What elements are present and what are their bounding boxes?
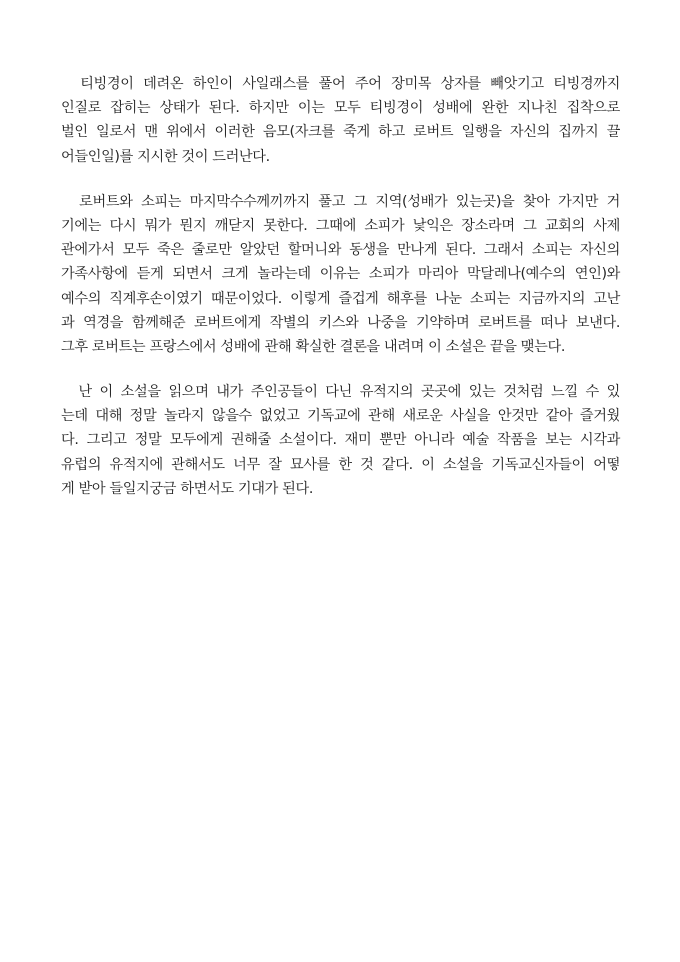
text-line: 관에가서 모두 죽은 줄로만 알았던 할머니와 동생을 만나게 된다. 그래서 소피는 자신의 [61, 242, 620, 259]
text-line: 티빙경이 데려온 하인이 사일래스를 풀어 주어 장미목 상자를 빼앗기고 티빙경까지 [61, 76, 620, 92]
paragraph-2 [61, 190, 620, 359]
text-line: 기에는 다시 뭐가 뭔지 깨닫지 못한다. 그때에 소피가 낯익은 장소라며 그 교회의 사제 [61, 217, 620, 234]
paragraph-1 [61, 72, 620, 169]
paragraph-3 [61, 380, 620, 501]
text-line: 로버트와 소피는 마지막수수께끼까지 풀고 그 지역(성배가 있는곳)을 찾아 가지만 거 [61, 193, 620, 210]
text-line: 인질로 잡히는 상태가 된다. 하지만 이는 모두 티빙경이 성배에 완한 지나친 집착으로 [61, 100, 620, 117]
text-line: 게 받아 들일지궁금 하면서도 기대가 된다. [61, 480, 313, 497]
text-line: 유럽의 유적지에 관해서도 너무 잘 묘사를 한 것 같다. 이 소설을 기독교신자들이 어떻 [61, 456, 620, 473]
text-line: 예수의 직계후손이였기 때문이었다. 이렇게 즐겁게 해후를 나눈 소피는 지금까지의 고난 [61, 290, 620, 307]
text-line: 는데 대해 정말 놀라지 않을수 없었고 기독교에 관해 새로운 사실을 안것만 같아 즐거웠 [61, 408, 620, 425]
text-line: 다. 그리고 정말 모두에게 권해줄 소설이다. 재미 뿐만 아니라 예술 작품을 보는 시각과 [61, 432, 620, 449]
text-line: 그후 로버트는 프랑스에서 성배에 관해 확실한 결론을 내려며 이 소설은 끝을 맺는다. [61, 338, 565, 355]
text-line: 가족사항에 듣게 되면서 크게 놀라는데 이유는 소피가 마리아 막달레나(예수의 연인)와 [61, 266, 620, 283]
text-line: 어들인일)를 지시한 것이 드러난다. [61, 148, 270, 165]
text-line: 난 이 소설을 읽으며 내가 주인공들이 다닌 유적지의 곳곳에 있는 것처럼 느낄 수 있 [61, 384, 620, 401]
text-line: 벌인 일로서 맨 위에서 이러한 음모(자크를 죽게 하고 로버트 일행을 자신의 집까지 끌 [61, 124, 620, 141]
text-line: 과 역경을 함께해준 로버트에게 작별의 키스와 나중을 기약하며 로버트를 떠나 보낸다. [61, 314, 620, 331]
